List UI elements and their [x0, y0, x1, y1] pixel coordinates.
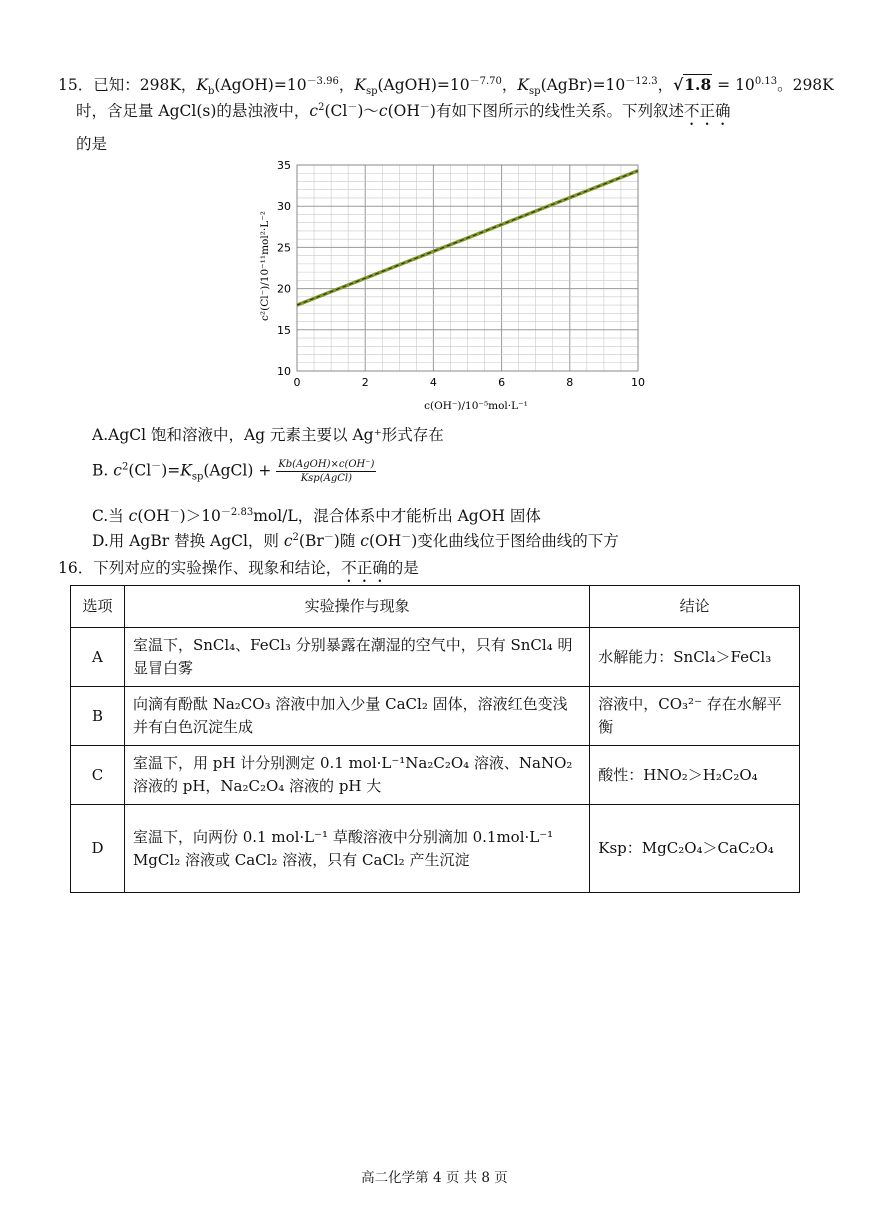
y-tick-label: 25: [277, 241, 291, 255]
y-tick-label: 20: [277, 282, 291, 296]
experiment-table: [70, 585, 800, 893]
row-operation: 室温下，向两份 0.1 mol·L⁻¹ 草酸溶液中分别滴加 0.1mol·L⁻¹ MgCl₂ 溶液或 CaCl₂ 溶液，只有 CaCl₂ 产生沉淀: [124, 805, 589, 893]
header-option: 选项: [71, 586, 125, 628]
page-footer: 高二化学第 4 页 共 8 页: [361, 1170, 508, 1186]
row-operation: 室温下，SnCl₄、FeCl₃ 分别暴露在潮湿的空气中，只有 SnCl₄ 明显冒白雾: [124, 628, 589, 687]
x-tick-label: 2: [361, 376, 369, 389]
table-header-row: [71, 586, 800, 628]
row-operation: 向滴有酚酞 Na₂CO₃ 溶液中加入少量 CaCl₂ 固体，溶液红色变浅并有白色沉淀生成: [124, 687, 589, 746]
emphasis-not-correct: 不正确: [683, 102, 731, 120]
header-conclusion: 结论: [590, 586, 800, 628]
option-c: C.当 $c(OH^-)>10^{-2.83}mol/L$，混合体系中才能析出 AgOH 固体: [92, 506, 541, 525]
q15-line3: 的是: [76, 135, 108, 153]
option-b: B. $c^2(Cl^-)=K_{sp}(AgCl)$ + $\frac{\text{Kb(AgOH)×c(OH⁻)}}{\text{Ksp(AgCl)}}$: [92, 459, 375, 484]
table-row: [71, 746, 800, 805]
row-conclusion: 酸性：HNO₂＞H₂C₂O₄: [590, 746, 800, 805]
q15-line1: 15．已知：298K，$K_b(AgOH)=10^{-3.96}$，$K_{sp}(AgOH)=10^{-7.70}$，$K_{sp}(AgBr)=10^{-12.3}$，$√1.8 = 10^{0.13}$。298K: [58, 75, 834, 98]
x-tick-label: 8: [566, 376, 574, 389]
q16-number: 16．: [58, 559, 94, 577]
table-row: [71, 805, 800, 893]
sqrt-expression: √1.8: [673, 75, 712, 94]
x-tick-label: 4: [429, 376, 437, 389]
row-conclusion: Ksp：MgC₂O₄＞CaC₂O₄: [590, 805, 800, 893]
row-option: B: [71, 687, 125, 746]
q16-title: 16．下列对应的实验操作、现象和结论，不正确的是: [58, 559, 419, 577]
row-conclusion: 水解能力：SnCl₄＞FeCl₃: [590, 628, 800, 687]
row-option: C: [71, 746, 125, 805]
y-axis-label: c²(Cl⁻)/10⁻¹¹mol²·L⁻²: [259, 211, 271, 321]
x-tick-label: 6: [498, 376, 506, 389]
row-conclusion: 溶液中，CO₃²⁻ 存在水解平衡: [590, 687, 800, 746]
row-option: D: [71, 805, 125, 893]
option-d: D.用 AgBr 替换 AgCl，则 $c^2(Br^-)$随 c(OH－)变化曲线位于图给曲线的下方: [92, 531, 619, 550]
q16-emphasis: 不正确: [341, 559, 388, 577]
x-tick-label: 10: [631, 376, 645, 389]
table-row: [71, 687, 800, 746]
header-operation: 实验操作与现象: [124, 586, 589, 628]
y-tick-label: 15: [277, 323, 291, 337]
table-row: [71, 628, 800, 687]
row-operation: 室温下，用 pH 计分别测定 0.1 mol·L⁻¹Na₂C₂O₄ 溶液、NaNO₂ 溶液的 pH，Na₂C₂O₄ 溶液的 pH 大: [124, 746, 589, 805]
y-tick-label: 30: [277, 200, 291, 214]
option-a: A.AgCl 饱和溶液中，Ag 元素主要以 Ag⁺形式存在: [92, 426, 444, 444]
row-option: A: [71, 628, 125, 687]
x-axis-label: c(OH⁻)/10⁻⁵mol·L⁻¹: [424, 400, 528, 412]
y-tick-label: 10: [277, 365, 291, 378]
y-tick-label: 35: [277, 159, 291, 172]
q15-number: 15．: [58, 76, 94, 94]
q15-line2: 时，含足量 AgCl(s)的悬浊液中，$c^2(Cl^-)\sim c(OH^-)$有如下图所示的线性关系。下列叙述不正确: [76, 101, 731, 120]
option-b-fraction: $\frac{\text{Kb(AgOH)×c(OH⁻)}}{\text{Ksp(AgCl)}}$: [278, 459, 375, 484]
chart: [248, 152, 658, 417]
x-tick-label: 0: [293, 376, 301, 389]
